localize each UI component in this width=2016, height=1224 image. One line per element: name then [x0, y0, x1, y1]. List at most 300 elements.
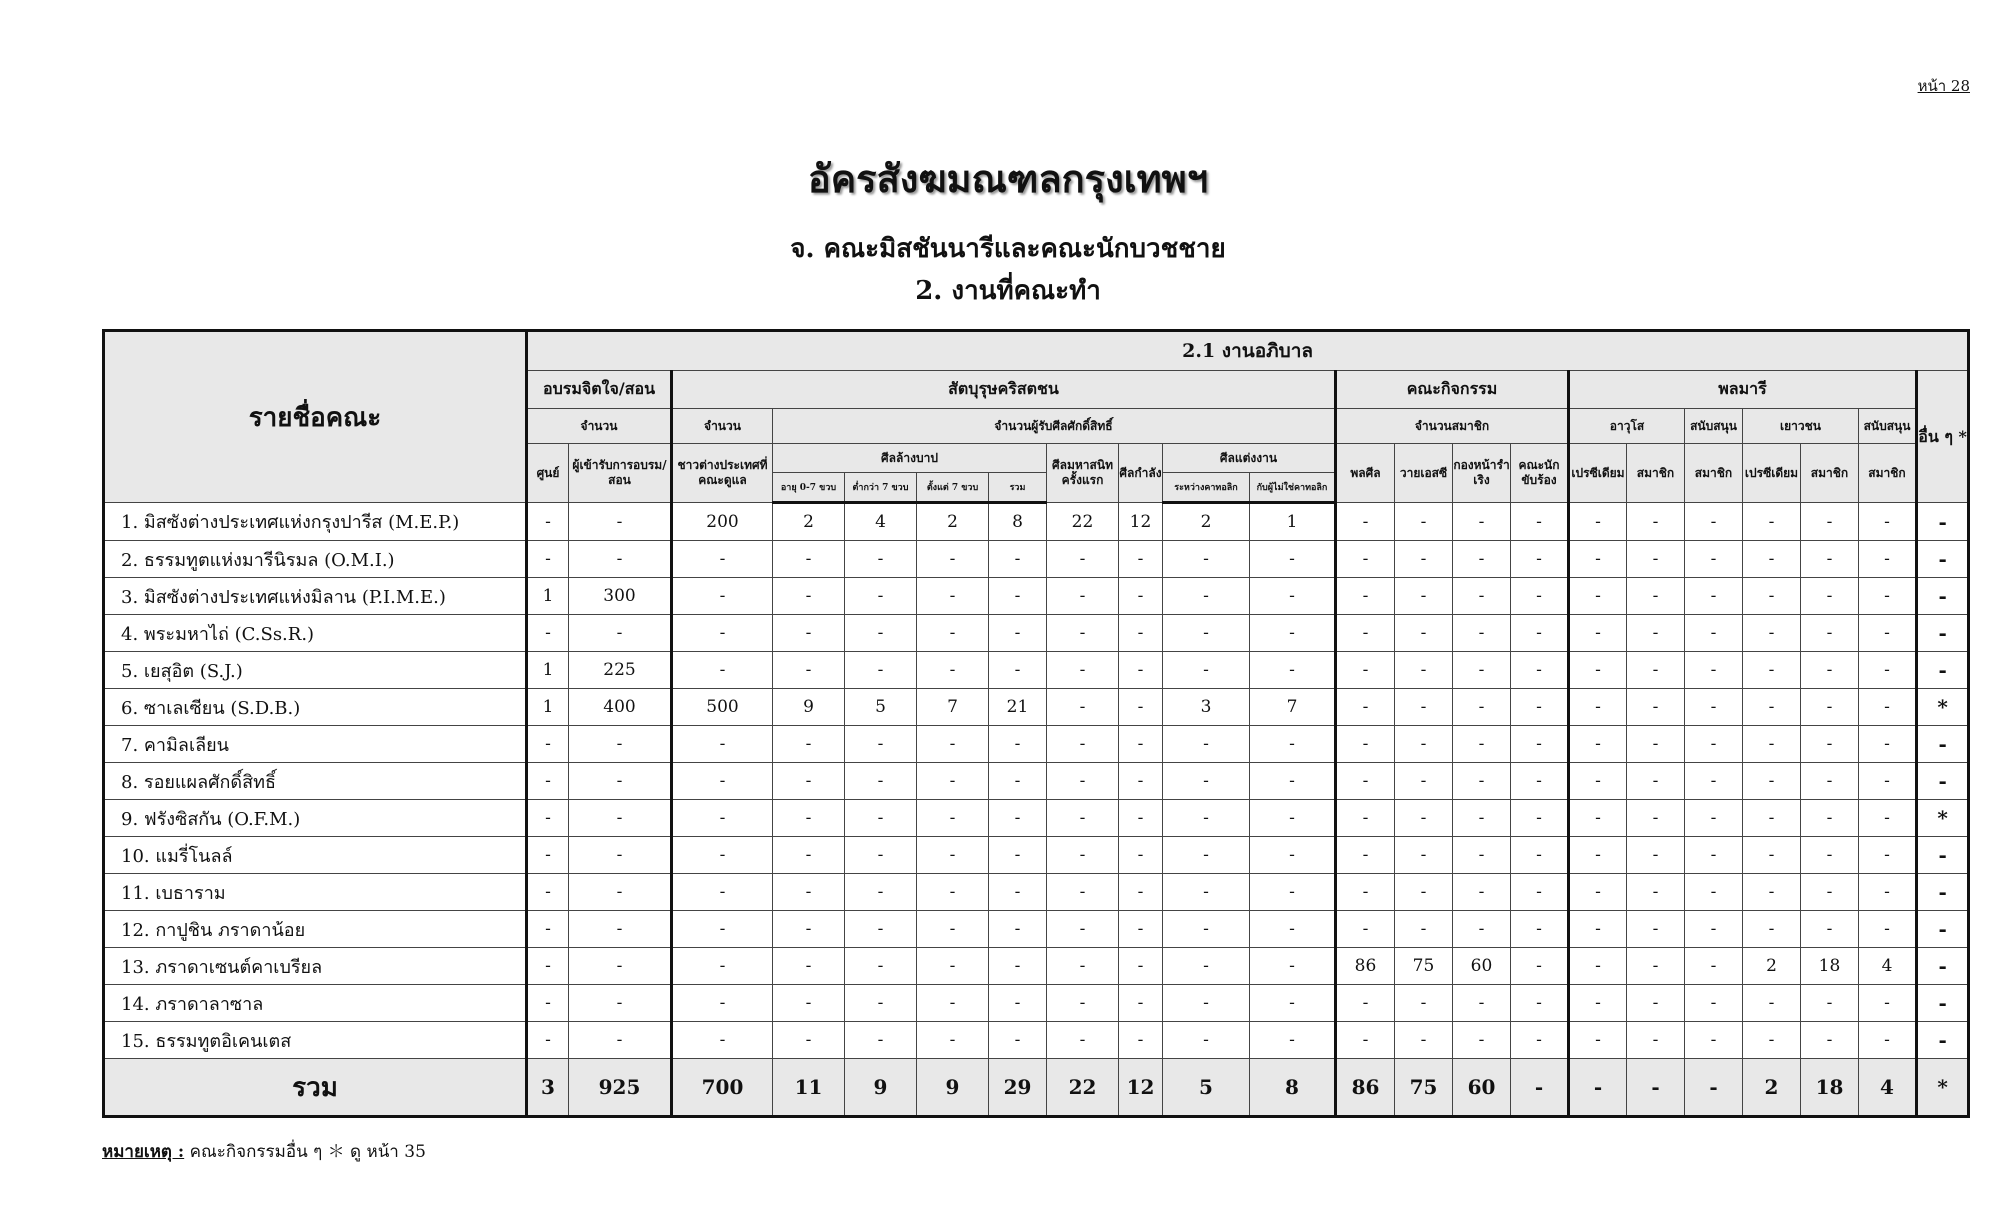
table-cell: -	[672, 652, 773, 689]
table-cell: -	[1336, 985, 1395, 1022]
total-cell: 3	[527, 1059, 569, 1117]
table-cell: -	[1743, 541, 1801, 578]
table-cell: -	[1627, 800, 1685, 837]
table-cell: -	[917, 615, 989, 652]
table-cell: -	[1047, 948, 1119, 985]
table-cell: -	[527, 503, 569, 541]
table-cell: -	[845, 800, 917, 837]
col-ysc: วายเอสซี	[1395, 444, 1453, 503]
table-cell: -	[917, 911, 989, 948]
table-row	[104, 763, 1969, 800]
col-marriage: ศีลแต่งงาน	[1163, 444, 1336, 473]
page-subtitle: จ. คณะมิสชันนารีและคณะนักบวชชาย	[790, 234, 1226, 264]
table-cell: -	[773, 874, 845, 911]
table-row	[104, 948, 1969, 985]
section-heading: 2. งานที่คณะทำ	[915, 276, 1101, 306]
table-cell: -	[1511, 985, 1569, 1022]
table-cell: -	[1119, 837, 1163, 874]
table-cell: -	[1119, 541, 1163, 578]
table-cell: -	[1685, 800, 1743, 837]
table-cell: -	[1917, 985, 1969, 1022]
table-cell: -	[1801, 541, 1859, 578]
col-under7: ต่ำกว่า 7 ขวบ	[845, 473, 917, 503]
table-cell: -	[1801, 503, 1859, 541]
table-cell: -	[1627, 985, 1685, 1022]
table-cell: -	[1163, 726, 1250, 763]
table-cell: -	[672, 985, 773, 1022]
table-cell: -	[1250, 578, 1336, 615]
table-cell: -	[917, 541, 989, 578]
table-cell: -	[1685, 763, 1743, 800]
table-cell: -	[1395, 503, 1453, 541]
table-cell: -	[1250, 837, 1336, 874]
table-cell: -	[1627, 652, 1685, 689]
table-cell: -	[1250, 541, 1336, 578]
table-cell: -	[845, 874, 917, 911]
table-cell: -	[1569, 837, 1627, 874]
table-row	[104, 1022, 1969, 1059]
total-cell: -	[1511, 1059, 1569, 1117]
table-cell: -	[1395, 689, 1453, 726]
table-cell: -	[1047, 541, 1119, 578]
page-title: อัครสังฆมณฑลกรุงเทพฯ	[807, 156, 1209, 201]
table-cell: -	[672, 837, 773, 874]
table-cell: -	[1859, 1022, 1917, 1059]
table-cell: -	[1511, 800, 1569, 837]
table-cell: -	[1395, 652, 1453, 689]
col-between-catholic: ระหว่างคาทอลิก	[1163, 473, 1250, 503]
table-cell: -	[1743, 503, 1801, 541]
table-cell: -	[1743, 985, 1801, 1022]
table-cell: -	[1511, 763, 1569, 800]
table-cell: -	[1801, 800, 1859, 837]
table-cell: -	[527, 837, 569, 874]
table-cell: -	[1511, 911, 1569, 948]
table-cell: -	[527, 911, 569, 948]
col-pls: พลศีล	[1336, 444, 1395, 503]
table-cell: -	[1336, 503, 1395, 541]
row-name: 11. เบธาราม	[104, 874, 527, 911]
column-header-other: อื่น ๆ *	[1917, 371, 1969, 503]
table-cell: -	[1917, 911, 1969, 948]
table-cell: -	[1569, 948, 1627, 985]
table-cell: -	[1627, 837, 1685, 874]
table-cell: -	[1859, 837, 1917, 874]
table-cell: -	[773, 541, 845, 578]
row-name: 8. รอยแผลศักดิ์สิทธิ์	[104, 763, 527, 800]
pastoral-work-table	[102, 329, 1970, 1118]
table-cell: -	[1801, 652, 1859, 689]
table-cell: 2	[1163, 503, 1250, 541]
table-cell: -	[1511, 837, 1569, 874]
row-name: 3. มิสซังต่างประเทศแห่งมิลาน (P.I.M.E.)	[104, 578, 527, 615]
table-cell: -	[1336, 800, 1395, 837]
table-cell: -	[917, 763, 989, 800]
table-cell: -	[1917, 615, 1969, 652]
table-cell: -	[917, 874, 989, 911]
table-cell: -	[1395, 874, 1453, 911]
table-cell: -	[1743, 1022, 1801, 1059]
row-name: 1. มิสซังต่างประเทศแห่งกรุงปารีส (M.E.P.)	[104, 503, 527, 541]
table-cell: -	[1685, 985, 1743, 1022]
table-cell: -	[917, 948, 989, 985]
table-cell: -	[1511, 578, 1569, 615]
table-cell: -	[569, 541, 672, 578]
table-cell: -	[1743, 578, 1801, 615]
table-cell: -	[845, 578, 917, 615]
col-praesidium2: เปรซีเดียม	[1743, 444, 1801, 503]
table-cell: -	[1163, 652, 1250, 689]
table-cell: -	[1336, 689, 1395, 726]
table-cell: -	[1917, 1022, 1969, 1059]
table-cell: -	[1163, 985, 1250, 1022]
group-header-legion: พลมารี	[1569, 371, 1917, 409]
table-row	[104, 689, 1969, 726]
table-cell: -	[1336, 874, 1395, 911]
table-cell: -	[917, 985, 989, 1022]
table-cell: -	[569, 726, 672, 763]
table-cell: -	[1453, 985, 1511, 1022]
table-cell: -	[989, 1022, 1047, 1059]
table-cell: -	[1336, 652, 1395, 689]
table-cell: -	[1163, 911, 1250, 948]
table-cell: -	[1511, 1022, 1569, 1059]
table-cell: -	[1119, 763, 1163, 800]
table-cell: -	[1453, 800, 1511, 837]
table-cell: -	[1569, 541, 1627, 578]
table-cell: -	[1859, 985, 1917, 1022]
table-cell: -	[1047, 874, 1119, 911]
col-baptism-total: รวม	[989, 473, 1047, 503]
page-number: หน้า 28	[1917, 77, 1970, 95]
table-cell: -	[1163, 578, 1250, 615]
table-cell: -	[1569, 874, 1627, 911]
table-cell: -	[1395, 726, 1453, 763]
row-name: 12. กาปูชิน ภราดาน้อย	[104, 911, 527, 948]
table-cell: 2	[773, 503, 845, 541]
table-cell: -	[773, 726, 845, 763]
table-row	[104, 615, 1969, 652]
table-cell: -	[1685, 615, 1743, 652]
table-cell: -	[773, 615, 845, 652]
table-cell: -	[1119, 800, 1163, 837]
table-cell: 200	[672, 503, 773, 541]
table-cell: -	[1119, 652, 1163, 689]
table-cell: -	[527, 985, 569, 1022]
table-cell: -	[672, 874, 773, 911]
table-cell: 18	[1801, 948, 1859, 985]
table-cell: -	[1801, 689, 1859, 726]
col-member1: สมาชิก	[1627, 444, 1685, 503]
col-member3: สมาชิก	[1801, 444, 1859, 503]
table-cell: 8	[989, 503, 1047, 541]
table-cell: -	[569, 985, 672, 1022]
table-cell: -	[989, 615, 1047, 652]
table-cell: -	[1569, 652, 1627, 689]
table-cell: -	[1859, 763, 1917, 800]
table-cell: 2	[917, 503, 989, 541]
table-cell: -	[845, 652, 917, 689]
table-cell: 21	[989, 689, 1047, 726]
table-row	[104, 874, 1969, 911]
table-cell: -	[1163, 837, 1250, 874]
table-cell: -	[1743, 763, 1801, 800]
table-cell: -	[1917, 726, 1969, 763]
table-cell: -	[1453, 874, 1511, 911]
table-cell: -	[1511, 689, 1569, 726]
table-cell: -	[1685, 541, 1743, 578]
table-row	[104, 652, 1969, 689]
total-cell: 12	[1119, 1059, 1163, 1117]
table-cell: -	[1569, 503, 1627, 541]
table-cell: -	[1511, 874, 1569, 911]
subheader-count: จำนวน	[527, 409, 672, 444]
table-cell: -	[1119, 911, 1163, 948]
table-cell: -	[1163, 763, 1250, 800]
table-row	[104, 578, 1969, 615]
table-cell: -	[1047, 615, 1119, 652]
row-name: 13. ภราดาเซนต์คาเบรียล	[104, 948, 527, 985]
subheader-support1: สนับสนุน	[1685, 409, 1743, 444]
table-cell: 500	[672, 689, 773, 726]
table-cell: -	[917, 800, 989, 837]
table-cell: 7	[1250, 689, 1336, 726]
table-cell: 4	[1859, 948, 1917, 985]
table-cell: -	[527, 800, 569, 837]
table-cell: 2	[1743, 948, 1801, 985]
table-cell: -	[527, 1022, 569, 1059]
row-name: 6. ซาเลเซียน (S.D.B.)	[104, 689, 527, 726]
table-cell: -	[1743, 800, 1801, 837]
total-cell: 4	[1859, 1059, 1917, 1117]
table-cell: -	[1743, 911, 1801, 948]
table-cell: -	[1859, 689, 1917, 726]
table-cell: -	[1453, 837, 1511, 874]
footnote-label: หมายเหตุ :	[102, 1142, 185, 1162]
total-cell: 11	[773, 1059, 845, 1117]
table-cell: -	[989, 948, 1047, 985]
table-cell: -	[1859, 541, 1917, 578]
table-cell: 12	[1119, 503, 1163, 541]
table-cell: -	[1336, 763, 1395, 800]
table-cell: -	[1627, 578, 1685, 615]
row-name: 4. พระมหาไถ่ (C.Ss.R.)	[104, 615, 527, 652]
table-cell: -	[1453, 615, 1511, 652]
subheader-support2: สนับสนุน	[1859, 409, 1917, 444]
table-cell: 86	[1336, 948, 1395, 985]
table-row	[104, 985, 1969, 1022]
table-cell: -	[1250, 726, 1336, 763]
table-cell: -	[672, 726, 773, 763]
table-cell: -	[1453, 726, 1511, 763]
row-name: 10. แมรี่โนลล์	[104, 837, 527, 874]
table-cell: -	[1743, 689, 1801, 726]
table-cell: -	[1047, 652, 1119, 689]
table-cell: -	[1627, 503, 1685, 541]
table-cell: 1	[527, 652, 569, 689]
table-cell: 5	[845, 689, 917, 726]
table-cell: -	[527, 615, 569, 652]
table-cell: -	[1801, 726, 1859, 763]
table-cell: -	[1336, 541, 1395, 578]
table-cell: -	[845, 1022, 917, 1059]
table-cell: -	[672, 911, 773, 948]
table-cell: -	[1395, 763, 1453, 800]
table-cell: -	[1119, 1022, 1163, 1059]
table-cell: -	[1801, 578, 1859, 615]
table-cell: -	[1163, 948, 1250, 985]
table-cell: -	[1569, 800, 1627, 837]
table-cell: -	[1119, 874, 1163, 911]
table-cell: -	[1395, 1022, 1453, 1059]
table-row	[104, 800, 1969, 837]
col-center: ศูนย์	[527, 444, 569, 503]
table-cell: *	[1917, 689, 1969, 726]
table-cell: -	[989, 800, 1047, 837]
table-cell: -	[527, 541, 569, 578]
table-cell: -	[1047, 985, 1119, 1022]
col-frontline: กองหน้ารำเริง	[1453, 444, 1511, 503]
table-cell: -	[1859, 800, 1917, 837]
table-cell: -	[773, 948, 845, 985]
table-cell: -	[1685, 503, 1743, 541]
table-cell: -	[1685, 578, 1743, 615]
table-cell: -	[1859, 726, 1917, 763]
table-cell: -	[569, 837, 672, 874]
col-foreigners: ชาวต่างประเทศที่คณะดูแล	[672, 444, 773, 503]
table-cell: -	[1511, 615, 1569, 652]
row-name: 7. คามิลเลียน	[104, 726, 527, 763]
total-cell: 9	[845, 1059, 917, 1117]
footnote	[102, 1137, 426, 1165]
table-cell: -	[845, 615, 917, 652]
row-name: 2. ธรรมทูตแห่งมารีนิรมล (O.M.I.)	[104, 541, 527, 578]
table-cell: -	[989, 985, 1047, 1022]
table-cell: -	[1047, 837, 1119, 874]
total-cell: 60	[1453, 1059, 1511, 1117]
subheader-sacrament: จำนวนผู้รับศีลศักดิ์สิทธิ์	[773, 409, 1336, 444]
table-cell: -	[1801, 1022, 1859, 1059]
table-cell: -	[1801, 615, 1859, 652]
table-cell: -	[569, 763, 672, 800]
table-cell: -	[1511, 726, 1569, 763]
table-cell: -	[1163, 615, 1250, 652]
subheader-members: จำนวนสมาชิก	[1336, 409, 1569, 444]
total-cell: 700	[672, 1059, 773, 1117]
table-cell: -	[1453, 689, 1511, 726]
table-cell: -	[1743, 652, 1801, 689]
total-cell: *	[1917, 1059, 1969, 1117]
col-with-noncatholic: กับผู้ไม่ใช่คาทอลิก	[1250, 473, 1336, 503]
table-cell: -	[1627, 689, 1685, 726]
col-age: อายุ 0-7 ขวบ	[773, 473, 845, 503]
table-cell: -	[1627, 911, 1685, 948]
group-header-laity: สัตบุรุษคริสตชน	[672, 371, 1336, 409]
table-cell: -	[1859, 503, 1917, 541]
table-cell: -	[1685, 652, 1743, 689]
table-cell: -	[1163, 1022, 1250, 1059]
table-cell: -	[1250, 1022, 1336, 1059]
table-cell: -	[773, 763, 845, 800]
table-cell: -	[527, 726, 569, 763]
table-cell: *	[1917, 800, 1969, 837]
table-cell: -	[917, 837, 989, 874]
table-cell: -	[1047, 763, 1119, 800]
table-cell: -	[1859, 578, 1917, 615]
column-header-name: รายชื่อคณะ	[104, 331, 527, 503]
total-cell: 925	[569, 1059, 672, 1117]
subheader-count2: จำนวน	[672, 409, 773, 444]
table-cell: -	[1250, 763, 1336, 800]
table-cell: -	[773, 1022, 845, 1059]
table-cell: -	[1743, 874, 1801, 911]
total-cell: 18	[1801, 1059, 1859, 1117]
table-cell: -	[672, 578, 773, 615]
table-cell: -	[1569, 726, 1627, 763]
table-cell: -	[1047, 800, 1119, 837]
table-cell: -	[1627, 948, 1685, 985]
total-cell: 2	[1743, 1059, 1801, 1117]
row-name: 5. เยสุอิต (S.J.)	[104, 652, 527, 689]
table-cell: -	[1685, 911, 1743, 948]
table-cell: -	[989, 911, 1047, 948]
table-cell: -	[1250, 911, 1336, 948]
table-cell: -	[1685, 1022, 1743, 1059]
table-cell: -	[1119, 615, 1163, 652]
table-cell: -	[1627, 726, 1685, 763]
col-choir: คณะนักขับร้อง	[1511, 444, 1569, 503]
table-cell: -	[1801, 874, 1859, 911]
table-cell: -	[1627, 1022, 1685, 1059]
table-cell: -	[1336, 911, 1395, 948]
table-cell: -	[1859, 911, 1917, 948]
table-cell: -	[1047, 911, 1119, 948]
table-cell: -	[1569, 578, 1627, 615]
table-cell: -	[917, 652, 989, 689]
table-cell: -	[917, 726, 989, 763]
table-cell: -	[989, 874, 1047, 911]
table-row	[104, 541, 1969, 578]
table-cell: -	[1119, 689, 1163, 726]
table-cell: -	[672, 541, 773, 578]
table-cell: -	[845, 763, 917, 800]
table-cell: -	[672, 948, 773, 985]
total-cell: -	[1569, 1059, 1627, 1117]
table-cell: 75	[1395, 948, 1453, 985]
total-cell: -	[1627, 1059, 1685, 1117]
table-cell: -	[672, 763, 773, 800]
group-header-activities: คณะกิจกรรม	[1336, 371, 1569, 409]
table-cell: -	[845, 726, 917, 763]
table-cell: -	[527, 948, 569, 985]
group-header-training: อบรมจิตใจ/สอน	[527, 371, 672, 409]
col-baptism: ศีลล้างบาป	[773, 444, 1047, 473]
table-cell: -	[917, 578, 989, 615]
table-cell: 225	[569, 652, 672, 689]
table-cell: -	[569, 911, 672, 948]
table-cell: -	[569, 503, 672, 541]
table-cell: -	[1119, 985, 1163, 1022]
table-cell: -	[1336, 726, 1395, 763]
table-cell: -	[1395, 800, 1453, 837]
table-cell: -	[989, 541, 1047, 578]
table-cell: -	[1395, 985, 1453, 1022]
table-cell: -	[1395, 541, 1453, 578]
footnote-text: คณะกิจกรรมอื่น ๆ ＊ ดู หน้า 35	[184, 1142, 426, 1162]
table-row	[104, 911, 1969, 948]
table-cell: -	[1569, 763, 1627, 800]
table-cell: -	[773, 837, 845, 874]
